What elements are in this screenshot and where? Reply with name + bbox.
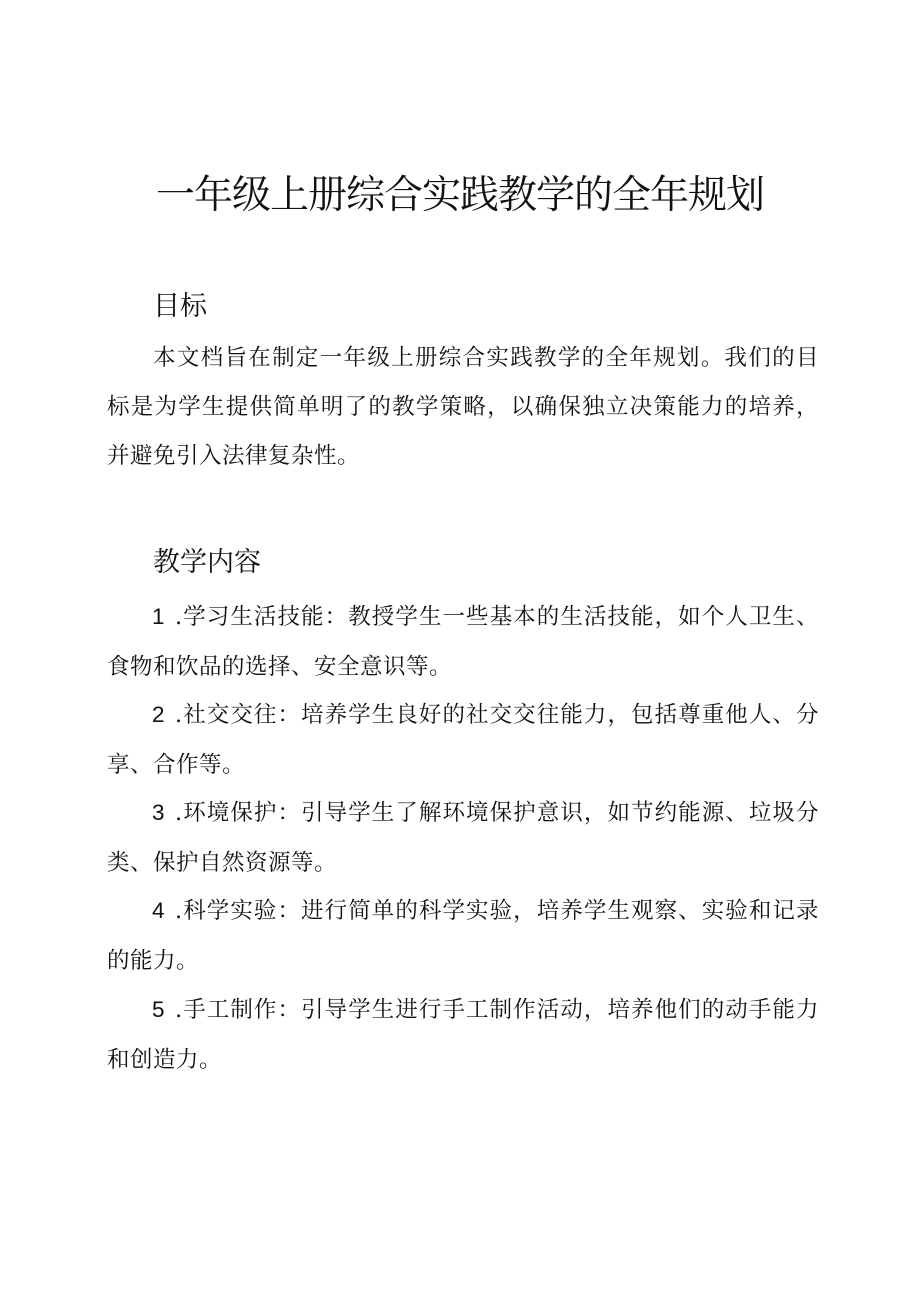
list-item-number: 5 xyxy=(151,997,165,1022)
list-item xyxy=(107,886,819,986)
list-item xyxy=(107,788,819,888)
list-item-text: .环境保护：引导学生了解环境保护意识，如节约能源、垃圾分类、保护自然资源等。 xyxy=(107,800,819,876)
list-item-text: .社交交往：培养学生良好的社交交往能力，包括尊重他人、分享、合作等。 xyxy=(107,702,819,778)
list-item-number: 2 xyxy=(151,702,165,727)
list-item xyxy=(107,985,819,1085)
list-item xyxy=(107,690,819,790)
content-heading: 教学内容 xyxy=(153,547,261,578)
goal-heading: 目标 xyxy=(153,291,207,322)
list-item-number: 3 xyxy=(151,800,165,825)
list-item-text: .手工制作：引导学生进行手工制作活动，培养他们的动手能力和创造力。 xyxy=(107,997,819,1073)
list-item xyxy=(107,592,819,692)
list-item-number: 4 xyxy=(151,898,165,923)
list-item-number: 1 xyxy=(151,604,165,629)
goal-paragraph: 本文档旨在制定一年级上册综合实践教学的全年规划。我们的目标是为学生提供简单明了的教学策略，以确保独立决策能力的培养，并避免引入法律复杂性。 xyxy=(107,345,819,469)
list-item-text: .科学实验：进行简单的科学实验，培养学生观察、实验和记录的能力。 xyxy=(107,898,819,974)
list-item-text: .学习生活技能：教授学生一些基本的生活技能，如个人卫生、食物和饮品的选择、安全意识等。 xyxy=(107,604,819,680)
document-title: 一年级上册综合实践教学的全年规划 xyxy=(155,173,764,218)
